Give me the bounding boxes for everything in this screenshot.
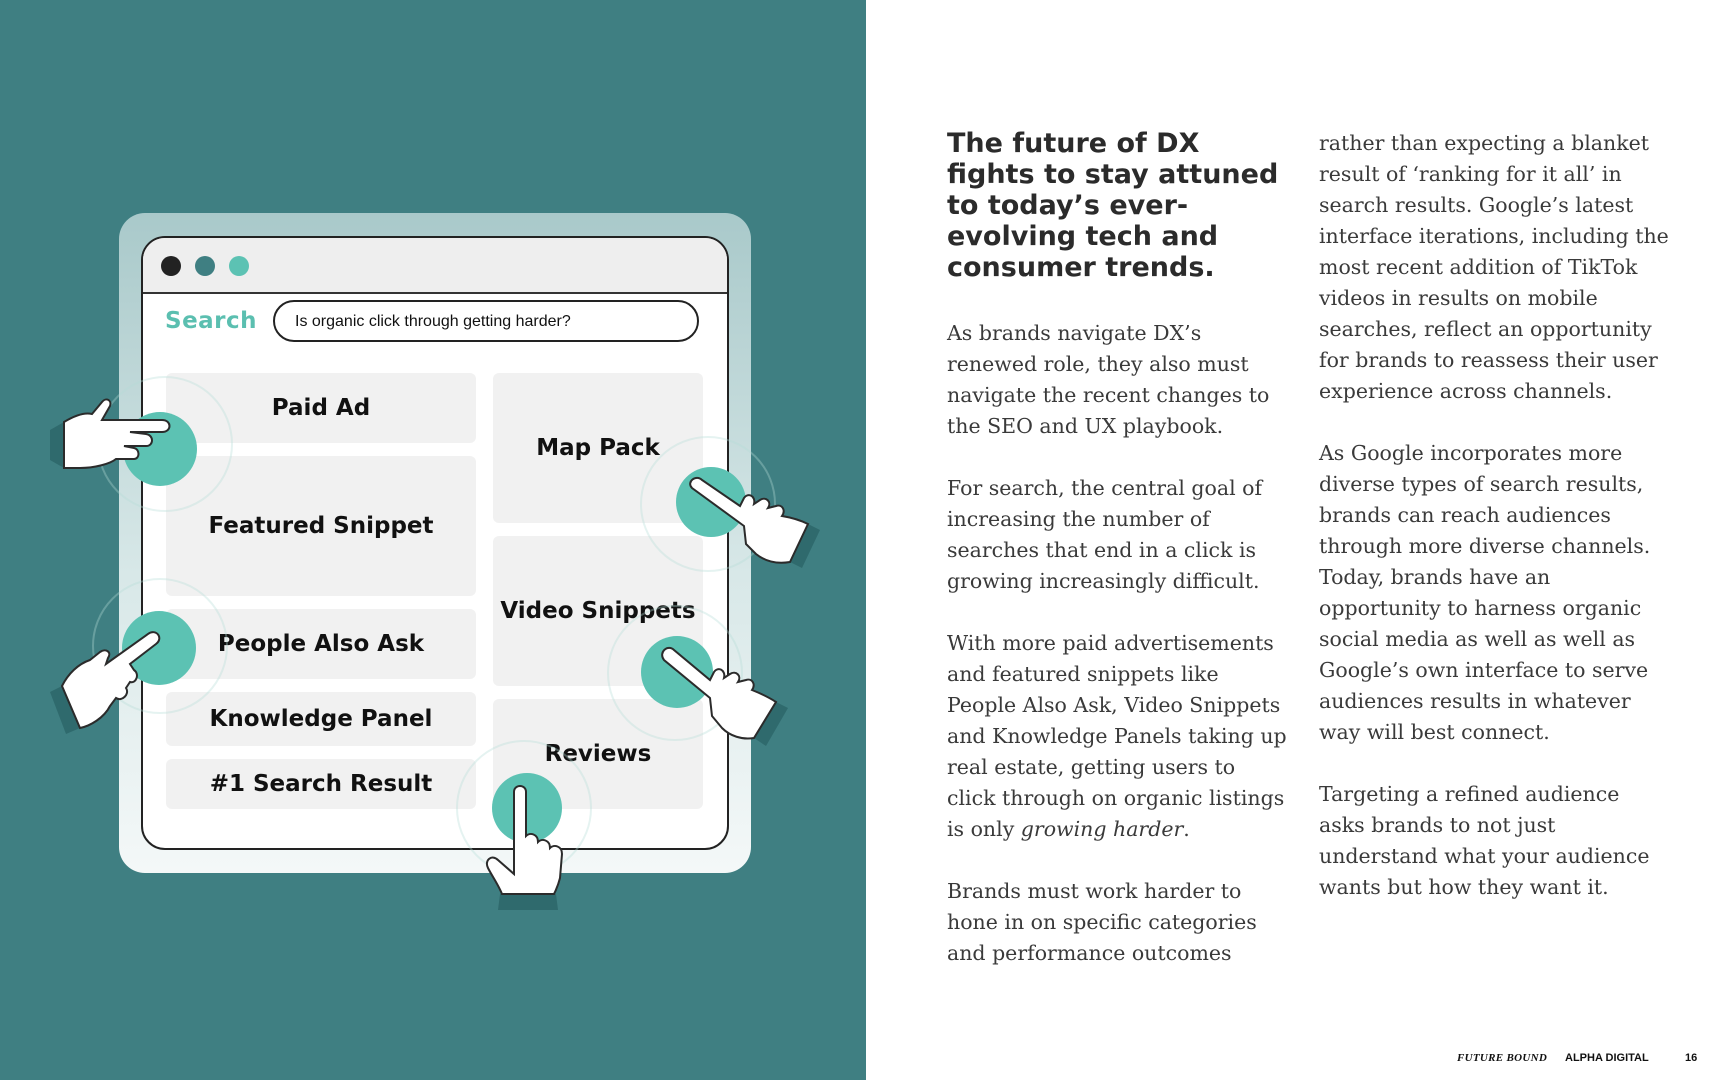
search-query: Is organic click through getting harder? <box>295 313 571 330</box>
article-paragraph: Targeting a refined audience asks brands to not just understand what your audience wants but how they want it. <box>1319 782 1650 899</box>
article-column-2 <box>1319 128 1669 934</box>
window-dot-teal <box>195 256 215 276</box>
tile-knowledge-panel: Knowledge Panel <box>166 692 476 746</box>
tile-video-snippets: Video Snippets <box>493 536 703 686</box>
tile-people-also-ask: People Also Ask <box>166 609 476 679</box>
emphasis-text: growing harder <box>1020 817 1184 841</box>
pointing-hand-icon <box>486 786 570 912</box>
page-number: 16 <box>1685 1052 1698 1064</box>
footer-company: ALPHA DIGITAL <box>1565 1052 1649 1064</box>
browser-window <box>141 236 729 850</box>
article-paragraph: As brands navigate DX’s renewed role, they also must navigate the recent changes to the SEO and UX playbook. <box>947 321 1270 438</box>
tile-featured-snippet: Featured Snippet <box>166 456 476 596</box>
article-column-1 <box>947 128 1289 1000</box>
paragraph-text: . <box>1183 817 1190 841</box>
window-dot-dark <box>161 256 181 276</box>
article-paragraph: Brands must work harder to hone in on specific categories and performance outcomes <box>947 879 1257 965</box>
article-paragraph: For search, the central goal of increasing the number of searches that end in a click is growing increasingly difficult. <box>947 476 1263 593</box>
search-label: Search <box>165 308 258 334</box>
article-heading: The future of DX fights to stay attuned to today’s ever-evolving tech and consumer trends. <box>947 128 1279 283</box>
article-paragraph: rather than expecting a blanket result of ‘ranking for it all’ in search results. Google’s latest interface iterations, including the most recent addition of TikTok videos in results on mobile searches, reflect an opportunity for brands to reassess their user experience across channels. <box>1319 131 1669 403</box>
paragraph-text: With more paid advertisements and featured snippets like People Also Ask, Video Snippets and Knowledge Panels taking up real estate, getting users to click through on organic listings is only <box>947 631 1287 841</box>
search-input <box>273 300 699 342</box>
article-paragraph: As Google incorporates more diverse types of search results, brands can reach audiences through more diverse channels. Today, brands have an opportunity to harness organic social media as well as well as Google’s own interface to serve audiences results in whatever way will best connect. <box>1319 441 1651 744</box>
window-dot-mint <box>229 256 249 276</box>
pointing-hand-icon <box>50 630 170 740</box>
tile-reviews: Reviews <box>493 699 703 809</box>
pointing-hand-icon <box>690 478 820 578</box>
tile-paid-ad: Paid Ad <box>166 373 476 443</box>
pointing-hand-icon <box>50 398 180 480</box>
pointing-hand-icon <box>660 646 790 756</box>
tile-map-pack: Map Pack <box>493 373 703 523</box>
article-paragraph <box>947 628 1289 845</box>
tile-search-result: #1 Search Result <box>166 759 476 809</box>
browser-titlebar <box>143 238 727 294</box>
footer-brand: FUTURE BOUND <box>1457 1052 1548 1064</box>
